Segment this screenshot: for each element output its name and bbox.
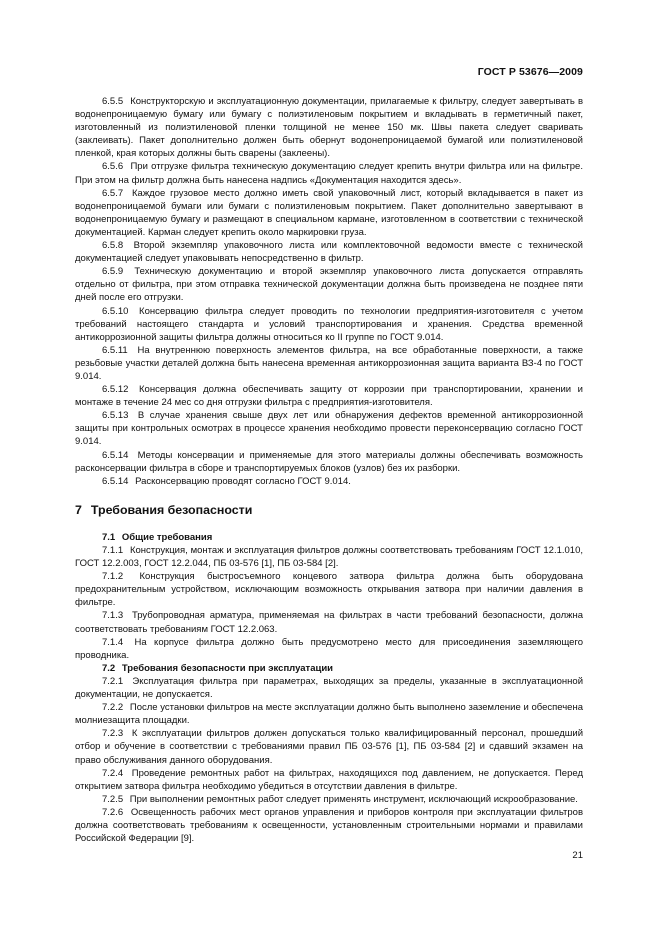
section-title: Требования безопасности: [90, 502, 253, 517]
page-content: [75, 95, 583, 845]
paragraph-7-2-3: [75, 727, 583, 766]
paragraph-6-5-10: [75, 305, 583, 344]
paragraph-7-2-5: [75, 793, 583, 806]
subsection-number: 7.2: [102, 662, 116, 674]
clause-text: Консервация должна обеспечивать защиту от коррозии при транспортировании, хранении и монтаже в течение 24 мес со дня отгрузки фильтра с предприятия-изготовителя.: [75, 384, 583, 409]
clause-text: Расконсервацию проводят согласно ГОСТ 9.014.: [135, 475, 351, 487]
clause-number: 7.2.4: [102, 767, 124, 779]
paragraph-7-2-6: [75, 806, 583, 845]
clause-number: 6.5.9: [102, 266, 124, 278]
clause-text: Второй экземпляр упаковочного листа или комплектовочной ведомости вместе с технической документацией следует упаковывать непосредственно в фильтр.: [75, 240, 583, 265]
clause-number: 6.5.7: [102, 187, 124, 199]
paragraph-7-2-1: [75, 675, 583, 701]
subsection-number: 7.1: [102, 531, 116, 543]
paragraph-6-5-12: [75, 383, 583, 409]
clause-number: 7.1.4: [102, 636, 124, 648]
subsection-7-2-heading: [75, 662, 583, 675]
paragraph-6-5-6: [75, 160, 583, 186]
clause-number: 7.2.2: [102, 702, 124, 714]
clause-text: Каждое грузовое место должно иметь свой упаковочный лист, который вкладывается в пакет из водонепроницаемой бумаги или бумаги с полиэтиленовым покрытием. Пакет дополнительно завертывают в водонепроницаемую бумагу и размещают в специальном кармане, изготовленном в соответствии с технической документацией. Карман следует крепить около маркировки груза.: [75, 187, 583, 238]
clause-number: 6.5.13: [102, 410, 129, 422]
paragraph-6-5-7: [75, 187, 583, 239]
paragraph-6-5-14b: [75, 475, 583, 488]
paragraph-6-5-11: [75, 344, 583, 383]
clause-number: 7.2.1: [102, 675, 124, 687]
clause-text: При выполнении ремонтных работ следует применять инструмент, исключающий искрообразование.: [129, 793, 578, 805]
paragraph-6-5-5: [75, 95, 583, 160]
clause-text: Проведение ремонтных работ на фильтрах, находящихся под давлением, не допускается. Перед открытием затвора фильтра необходимо убедиться в отсутствии давления в фильтре.: [75, 767, 583, 792]
clause-text: После установки фильтров на месте эксплуатации должно быть выполнено заземление и обеспечена молниезащита площадки.: [75, 702, 583, 727]
clause-text: Методы консервации и применяемые для этого материалы должны обеспечивать возможность расконсервации фильтра в сборе и транспортируемых блоков (узлов) без их разборки.: [75, 449, 583, 474]
subsection-title: Требования безопасности при эксплуатации: [121, 662, 333, 674]
clause-number: 7.1.2: [102, 571, 124, 583]
paragraph-6-5-8: [75, 239, 583, 265]
document-header: ГОСТ Р 53676—2009: [477, 66, 583, 78]
paragraph-6-5-9: [75, 265, 583, 304]
clause-number: 6.5.14: [102, 475, 129, 487]
clause-text: Конструкция быстросъемного концевого затвора фильтра должна быть оборудована предохранительным устройством, исключающим возможность открывания затвора при наличии давления в фильтре.: [75, 571, 583, 609]
clause-number: 6.5.8: [102, 240, 124, 252]
clause-text: К эксплуатации фильтров должен допускаться только квалифицированный персонал, прошедший отбор и обучение в соответствии с требованиями правил ПБ 03-576 [1], ПБ 03-584 [2] и сдавший экзамен на право обслуживания данного оборудования.: [75, 728, 583, 766]
section-number: 7: [75, 502, 82, 517]
paragraph-6-5-14a: [75, 449, 583, 475]
clause-number: 7.1.3: [102, 610, 124, 622]
section-6-5-paragraphs: [75, 95, 583, 488]
clause-text: Освещенность рабочих мест органов управления и приборов контроля при эксплуатации фильтров должна соответствовать требованиям к освещенности, установленным строительными нормами и правилами Российской Федерации [9].: [75, 806, 583, 845]
paragraph-7-1-1: [75, 544, 583, 570]
paragraph-7-1-4: [75, 636, 583, 662]
clause-text: На корпусе фильтра должно быть предусмотрено место для присоединения заземляющего проводника.: [75, 636, 583, 661]
clause-number: 7.1.1: [102, 545, 124, 556]
subsection-7-1-heading: [75, 531, 583, 544]
clause-text: Конструкторскую и эксплуатационную документации, прилагаемые к фильтру, следует завертывать в водонепроницаемую бумагу или бумагу с полиэтиленовым покрытием и вкладывать в герметичный пакет, изготовленный из полиэтиленовой пленки толщиной не менее 150 мк. Швы пакета следует сваривать (заклеивать). Пакет дополнительно должен быть обернут водонепроницаемой бумагой или полиэтиленовой пленкой, края которых должны быть сварены (заклеены).: [75, 96, 583, 160]
clause-text: Эксплуатация фильтра при параметрах, выходящих за пределы, указанные в эксплуатационной документации, не допускается.: [75, 675, 584, 701]
clause-text: Техническую документацию и второй экземпляр упаковочного листа допускается отправлять отдельно от фильтра, при этом отправка технической документации должна быть произведена не позднее пяти дней после его отгрузки.: [75, 266, 583, 304]
page-number: 21: [572, 850, 583, 861]
clause-number: 6.5.14: [102, 449, 129, 461]
section-7-1-paragraphs: [75, 544, 583, 662]
clause-number: 7.2.6: [102, 806, 124, 818]
clause-text: В случае хранения свыше двух лет или обнаружения дефектов временной антикоррозионной защиты при контрольных осмотрах в процессе хранения необходимо провести переконсервацию согласно ГОСТ 9.014.: [75, 410, 583, 448]
section-7-2-paragraphs: [75, 675, 583, 845]
paragraph-7-2-4: [75, 767, 583, 793]
paragraph-6-5-13: [75, 409, 583, 448]
clause-number: 7.2.3: [102, 728, 124, 740]
paragraph-7-1-2: [75, 570, 583, 609]
subsection-title: Общие требования: [121, 531, 213, 543]
clause-number: 6.5.10: [102, 305, 129, 317]
clause-number: 7.2.5: [102, 793, 124, 805]
clause-text: Консервацию фильтра следует проводить по технологии предприятия-изготовителя с учетом требований настоящего стандарта и условий транспортирования и хранения. Средства временной антикоррозионной защиты фильтра должны относиться ко II группе по ГОСТ 9.014.: [75, 305, 583, 343]
clause-text: При отгрузке фильтра техническую документацию следует крепить внутри фильтра или на фильтре. При этом на фильтр должна быть нанесена надпись «Документация находится здесь».: [75, 161, 583, 186]
section-7-heading: [75, 504, 583, 517]
clause-text: Конструкция, монтаж и эксплуатация фильтров должны соответствовать требованиям ГОСТ 12.1.010, ГОСТ 12.2.003, ГОСТ 12.2.044, ПБ 03-576 [1], ПБ 03-584 [2].: [75, 545, 583, 570]
paragraph-7-2-2: [75, 701, 583, 727]
paragraph-7-1-3: [75, 609, 583, 635]
clause-number: 6.5.12: [102, 384, 129, 396]
clause-number: 6.5.11: [102, 344, 128, 356]
clause-number: 6.5.6: [102, 161, 124, 173]
clause-number: 6.5.5: [102, 96, 124, 107]
clause-text: Трубопроводная арматура, применяемая на фильтрах в части требований безопасности, должна соответствовать требованиям ГОСТ 12.2.063.: [75, 610, 583, 635]
clause-text: На внутреннюю поверхность элементов фильтра, на все обработанные поверхности, а также резьбовые участки деталей должна быть нанесена временная антикоррозионная защита варианта ВЗ-4 по ГОСТ 9.014.: [75, 344, 583, 382]
